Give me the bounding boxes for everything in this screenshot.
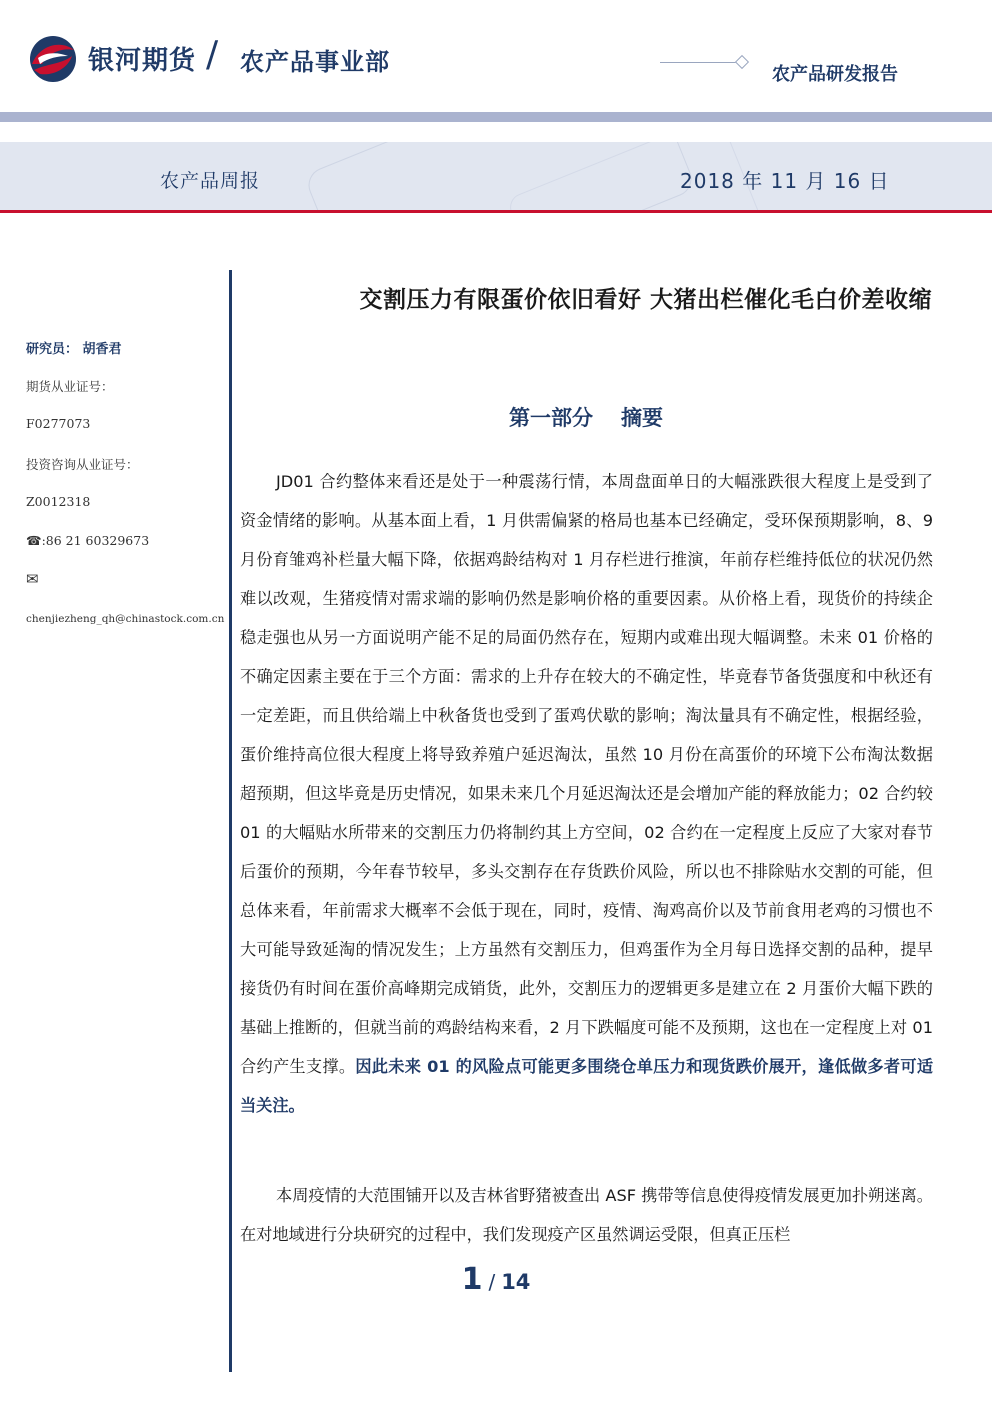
summary-paragraph-2 xyxy=(240,1176,933,1254)
email-address[interactable]: chenjiezheng_qh@chinastock.com.cn xyxy=(26,613,225,625)
researcher-name: 研究员： 胡香君 xyxy=(26,342,122,357)
advisory-license-number: Z0012318 xyxy=(26,494,91,509)
brand-divider: / xyxy=(206,34,219,75)
report-type: 农产品研发报告 xyxy=(772,64,898,85)
galaxy-logo-icon xyxy=(28,34,78,84)
phone-number: ☎:86 21 60329673 xyxy=(26,533,150,548)
diamond-icon xyxy=(735,55,749,69)
futures-license-number: F0277073 xyxy=(26,416,91,431)
paragraph-1-text: JD01 合约整体来看还是处于一种震荡行情，本周盘面单日的大幅涨跌很大程度上是受到了资金情绪的影响。从基本面上看，1 月供需偏紧的格局也基本已经确定，受环保预期影响，8、9 月份育雏鸡补栏量大幅下降，依据鸡龄结构对 1 月存栏进行推演，年前存栏维持低位的状况仍然难以改观，生猪疫情对需求端的影响仍然是影响价格的重要因素。从价格上看，现货价的持续企稳走强也从另一方面说明产能不足的局面仍然存在，短期内或难出现大幅调整。未来 01 价格的不确定因素主要在于三个方面：需求的上升存在较大的不确定性，毕竟春节备货强度和中秋还有一定差距，而且供给端上中秋备货也受到了蛋鸡伏歇的影响；淘汰量具有不确定性，根据经验，蛋价维持高位很大程度上将导致养殖户延迟淘汰，虽然 10 月份在高蛋价的环境下公布淘汰数据超预期，但这毕竟是历史情况，如果未来几个月延迟淘汰还是会增加产能的释放能力；02 合约较 01 的大幅贴水所带来的交割压力仍将制约其上方空间，02 合约在一定程度上反应了大家对春节后蛋价的预期，今年春节较早，多头交割存在存货跌价风险，所以也不排除贴水交割的可能，但总体来看，年前需求大概率不会低于现在，同时，疫情、淘鸡高价以及节前食用老鸡的习惯也不大可能导致延淘的情况发生；上方虽然有交割压力，但鸡蛋作为全月每日选择交割的品种，提早接货仍有时间在蛋价高峰期完成销货，此外，交割压力的逻辑更多是建立在 2 月蛋价大幅下跌的基础上推断的，但就当前的鸡龄结构来看，2 月下跌幅度可能不及预期，这也在一定程度上对 01 合约产生支撑。 xyxy=(240,472,933,1076)
current-page: 1 xyxy=(461,1262,483,1297)
header-rule xyxy=(0,210,992,213)
brand-name: 银河期货 xyxy=(88,46,197,76)
page-indicator xyxy=(0,1262,992,1297)
mail-icon: ✉ xyxy=(26,570,39,588)
division-name: 农产品事业部 xyxy=(240,48,390,76)
section-heading xyxy=(240,402,932,432)
total-pages: 14 xyxy=(501,1270,531,1294)
section-part: 第一部分 xyxy=(509,406,593,430)
header-band xyxy=(0,112,992,122)
report-title: 交割压力有限蛋价依旧看好 大猪出栏催化毛白价差收缩 xyxy=(359,287,932,313)
section-name: 摘要 xyxy=(621,406,663,430)
summary-paragraph-1 xyxy=(240,462,933,1125)
futures-license-label: 期货从业证号： xyxy=(26,379,114,394)
report-date: 2018 年 11 月 16 日 xyxy=(680,169,890,193)
paragraph-1-conclusion: 因此未来 01 的风险点可能更多围绕仓单压力和现货跌价展开，逢低做多者可适当关注。 xyxy=(240,1057,934,1115)
header-deco-line xyxy=(660,62,740,63)
report-header xyxy=(0,0,992,112)
advisory-license-label: 投资咨询从业证号： xyxy=(26,457,139,472)
sidebar-divider xyxy=(229,270,232,1372)
paragraph-2-text: 本周疫情的大范围铺开以及吉林省野猪被查出 ASF 携带等信息使得疫情发展更加扑朔迷离。在对地域进行分块研究的过程中，我们发现疫产区虽然调运受限，但真正压栏 xyxy=(240,1186,933,1244)
weekly-label: 农产品周报 xyxy=(160,170,261,192)
page-separator: / xyxy=(488,1270,496,1294)
